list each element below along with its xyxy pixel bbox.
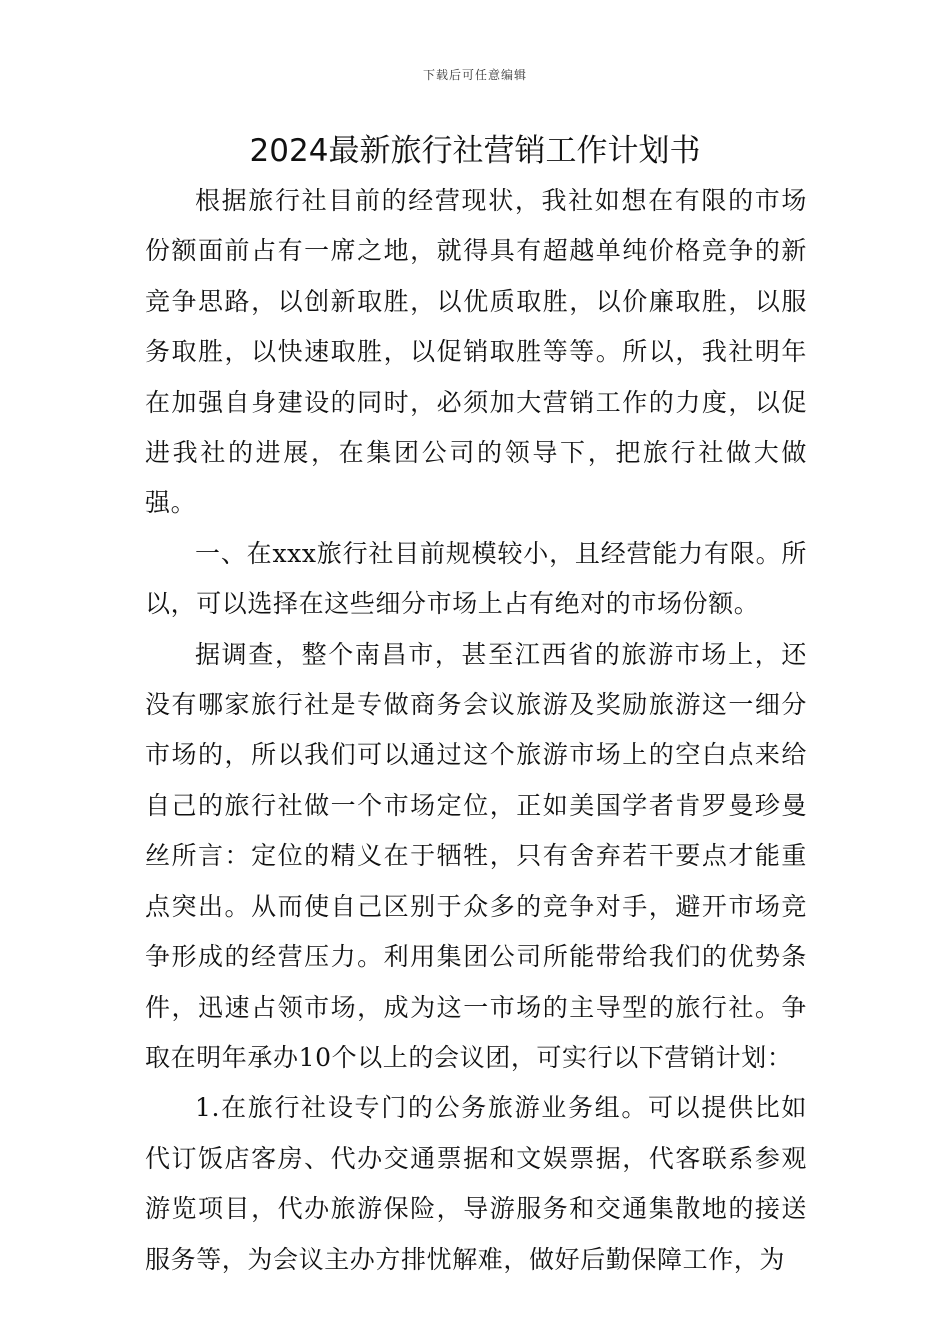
paragraph-section-one: 一、在xxx旅行社目前规模较小，且经营能力有限。所以，可以选择在这些细分市场上占有绝对的市场份额。 bbox=[145, 538, 807, 619]
document-title: 2024最新旅行社营销工作计划书 bbox=[249, 133, 701, 169]
page-header-note: 下载后可任意编辑 bbox=[422, 68, 527, 82]
paragraph-intro: 根据旅行社目前的经营现状，我社如想在有限的市场份额面前占有一席之地，就得具有超越单纯价格竞争的新竞争思路，以创新取胜，以优质取胜，以价廉取胜，以服务取胜，以快速取胜，以促销取胜等等。所以，我社明年在加强自身建设的同时，必须加大营销工作的力度，以促进我社的进展，在集团公司的领导下，把旅行社做大做强。 bbox=[145, 186, 807, 518]
paragraph-plan-item-1: 1.在旅行社设专门的公务旅游业务组。可以提供比如代订饭店客房、代办交通票据和文娱票据，代客联系参观游览项目，代办旅游保险，导游服务和交通集散地的接送服务等，为会议主办方排忧解难，做好后勤保障工作，为 bbox=[145, 1093, 807, 1274]
document-body bbox=[145, 176, 807, 1285]
paragraph-market-survey: 据调查，整个南昌市，甚至江西省的旅游市场上，还没有哪家旅行社是专做商务会议旅游及奖励旅游这一细分市场的，所以我们可以通过这个旅游市场上的空白点来给自己的旅行社做一个市场定位，正如美国学者肯罗曼珍曼丝所言：定位的精义在于牺牲，只有舍弃若干要点才能重点突出。从而使自己区别于众多的竞争对手，避开市场竞争形成的经营压力。利用集团公司所能带给我们的优势条件，迅速占领市场，成为这一市场的主导型的旅行社。争取在明年承办10个以上的会议团，可实行以下营销计划： bbox=[145, 639, 807, 1072]
